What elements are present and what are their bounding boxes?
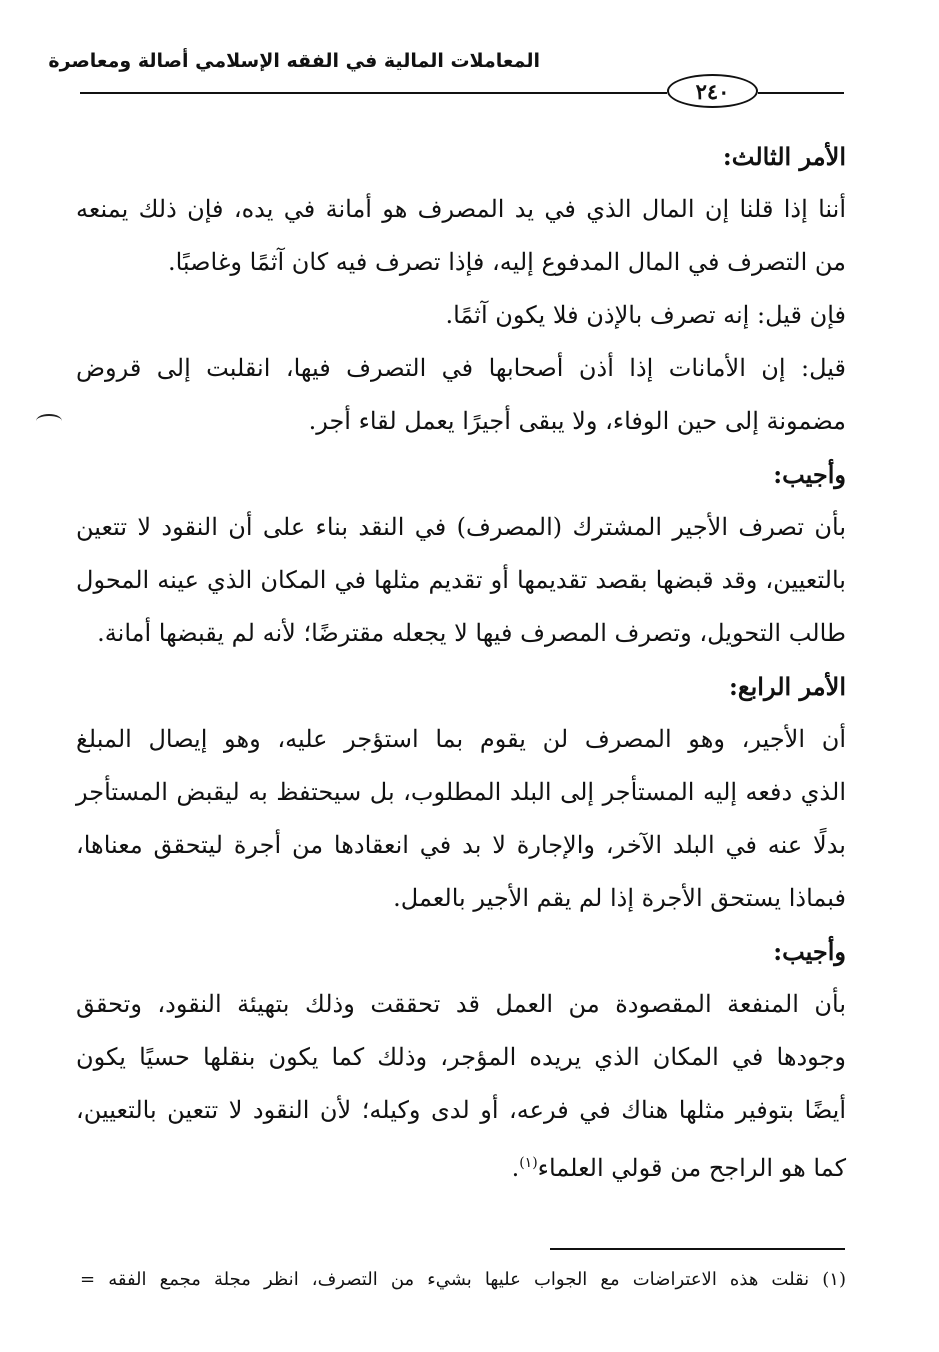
- text-line: الذي دفعه إليه المستأجر إلى البلد المطلوب، بل سيحتفظ به ليقبض المستأجر: [76, 778, 847, 806]
- answer-heading-2: وأجيب:: [773, 937, 846, 966]
- paragraph-1: [76, 183, 846, 289]
- main-text: [76, 130, 846, 1195]
- text-line: فإن قيل: إنه تصرف بالإذن فلا يكون آثمًا.: [445, 301, 846, 329]
- text-line: بالتعيين، وقد قبضها بقصد تقديمها أو تقديم مثلها في المكان الذي عينه المحول: [76, 566, 846, 594]
- text-line: أننا إذا قلنا إن المال الذي في يد المصرف هو أمانة في يده، فإن ذلك يمنعه: [76, 195, 846, 223]
- text-line: قيل: إن الأمانات إذا أذن أصحابها في التصرف فيها، انقلبت إلى قروض: [76, 354, 846, 382]
- text-line: طالب التحويل، وتصرف المصرف فيها لا يجعله مقترضًا؛ لأنه لم يقبضها أمانة.: [97, 619, 846, 647]
- footnote-reference[interactable]: (١): [519, 1155, 538, 1171]
- text-line: بدلًا عنه في البلد الآخر، والإجارة لا بد في انعقادها من أجرة ليتحقق معناها،: [76, 831, 846, 859]
- text-line: بأن تصرف الأجير المشترك (المصرف) في النقد بناء على أن النقود لا تتعين: [76, 513, 846, 541]
- section-heading-third: الأمر الثالث:: [722, 142, 846, 171]
- section-heading-fourth: الأمر الرابع:: [728, 672, 846, 701]
- text-line: فبماذا يستحق الأجرة إذا لم يقم الأجير بالعمل.: [393, 884, 846, 912]
- text-line-last: [76, 1137, 846, 1195]
- header-rule: [80, 92, 667, 94]
- text-line: وجودها في المكان الذي يريده المؤجر، وذلك كما يكون بنقلها حسيًا يكون: [76, 1043, 846, 1071]
- text-line: أيضًا بتوفير مثلها هناك في فرعه، أو لدى وكيله؛ لأن النقود لا تتعين بالتعيين،: [76, 1096, 846, 1124]
- text-line: بأن المنفعة المقصودة من العمل قد تحققت وذلك بتهيئة النقود، وتحقق: [76, 990, 846, 1018]
- page-number: ٢٤٠: [667, 74, 758, 108]
- footnote-separator: [550, 1248, 845, 1250]
- paragraph-2: [76, 289, 846, 342]
- text-line-content: كما هو الراجح من قولي العلماء: [537, 1154, 846, 1182]
- footnote-text: (١) نقلت هذه الاعتراضات مع الجواب عليها بشيء من التصرف، انظر مجلة مجمع الفقه =: [80, 1269, 846, 1290]
- text-line: مضمونة إلى حين الوفاء، ولا يبقى أجيرًا يعمل لقاء أجر.: [308, 407, 846, 435]
- paragraph-6: [76, 978, 846, 1195]
- running-title: المعاملات المالية في الفقه الإسلامي أصالة ومعاصرة: [48, 50, 540, 72]
- answer-heading-1: وأجيب:: [773, 460, 846, 489]
- paragraph-3: [76, 342, 846, 448]
- paragraph-4: [76, 501, 846, 660]
- text-line: من التصرف في المال المدفوع إليه، فإذا تصرف فيه كان آثمًا وغاصبًا.: [167, 248, 846, 276]
- closing-period: .: [511, 1154, 520, 1182]
- margin-pen-mark: [36, 414, 62, 428]
- paragraph-5: [76, 713, 846, 925]
- text-line: أن الأجير، وهو المصرف لن يقوم بما استؤجر عليه، وهو إيصال المبلغ: [76, 725, 846, 753]
- header-rule-right: [758, 92, 844, 94]
